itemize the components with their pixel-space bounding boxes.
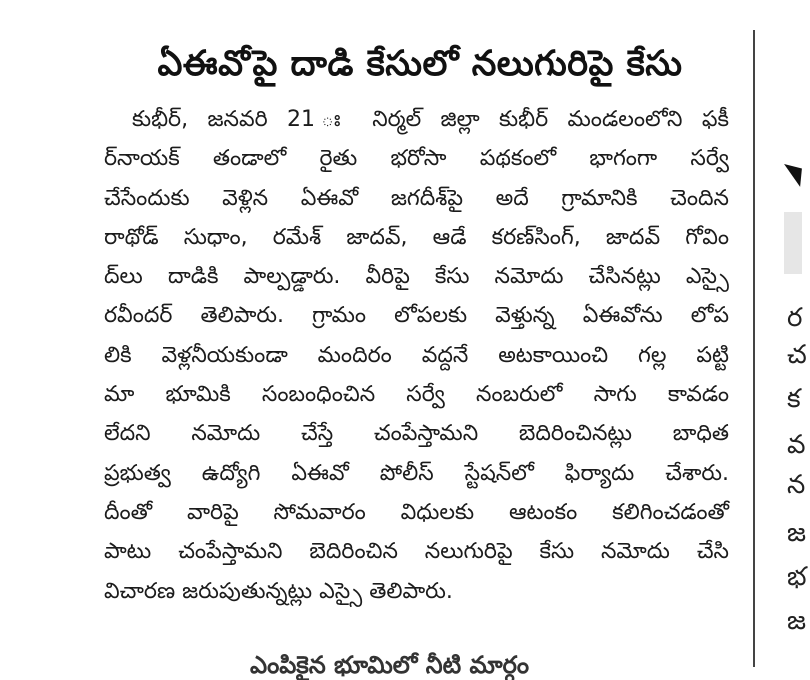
column-fragment: జ (787, 518, 807, 548)
article-line: రాథోడ్ సుధాం, రమేశ్ జాదవ్, ఆడే కరణ్‌సింగ్, జాదవ్ గోవిం (104, 224, 729, 250)
article-line: మా భూమికి సంబంధించిన సర్వే నంబరులో సాగు కావడం (104, 382, 729, 408)
article-line: విచారణ జరుపుతున్నట్లు ఎస్సై తెలిపారు. (104, 578, 453, 604)
next-headline-fragment: ఎంపికైన భూమిలో నీటి మార్గం (250, 651, 529, 679)
column-fragment: వ (787, 430, 806, 460)
article-line: లేదని నమోదు చేస్తే చంపేస్తామని బెదిరించినట్లు బాధిత (104, 421, 729, 447)
article-line: రవీందర్ తెలిపారు. గ్రామం లోపలకు వెళ్తున్న ఏఈవోను లోప (104, 303, 729, 329)
column-divider (753, 30, 755, 667)
gray-block (784, 212, 802, 274)
article-line: లికి వెళ్లనీయకుండా మందిరం వద్దనే అటకాయించి గల్ల పట్టి (104, 342, 729, 368)
article-line: పాటు చంపేస్తామని బెదిరించిన నలుగురిపై కేసు నమోదు చేసి (104, 539, 729, 565)
article-body (104, 100, 729, 611)
article-line: ర్‌నాయక్ తండాలో రైతు భరోసా పథకంలో భాగంగా సర్వే (104, 146, 729, 172)
column-fragment: భ (787, 562, 807, 592)
article-headline: ఏఈవోపై దాడి కేసులో నలుగురిపై కేసు (157, 44, 683, 84)
article-line: ద్‌లు దాడికి పాల్పడ్డారు. వీరిపై కేసు నమోదు చేసినట్లు ఎస్సై (104, 264, 729, 290)
column-fragment: న (787, 470, 806, 500)
arrow-icon (784, 157, 810, 187)
column-fragment: ర (787, 303, 803, 333)
adjacent-column (760, 0, 807, 667)
article-line: ప్రభుత్వ ఉద్యోగి ఏఈవో పోలీస్ స్టేషన్‌లో ఫిర్యాదు చేశారు. (104, 460, 729, 486)
article-line: కుభీర్, జనవరి 21 ః నిర్మల్ జిల్లా కుభీర్ మండలంలోని ఫకీ (132, 107, 729, 132)
column-fragment: చ (787, 340, 807, 370)
article-line: చేసేందుకు వెళ్లిన ఏఈవో జగదీశ్‌పై అదే గ్రామానికి చెందిన (104, 185, 729, 211)
column-fragment: క (787, 384, 801, 414)
column-fragment: జ (787, 606, 807, 636)
article-line: దీంతో వారిపై సోమవారం విధులకు ఆటంకం కలిగించడంతో (104, 499, 729, 525)
